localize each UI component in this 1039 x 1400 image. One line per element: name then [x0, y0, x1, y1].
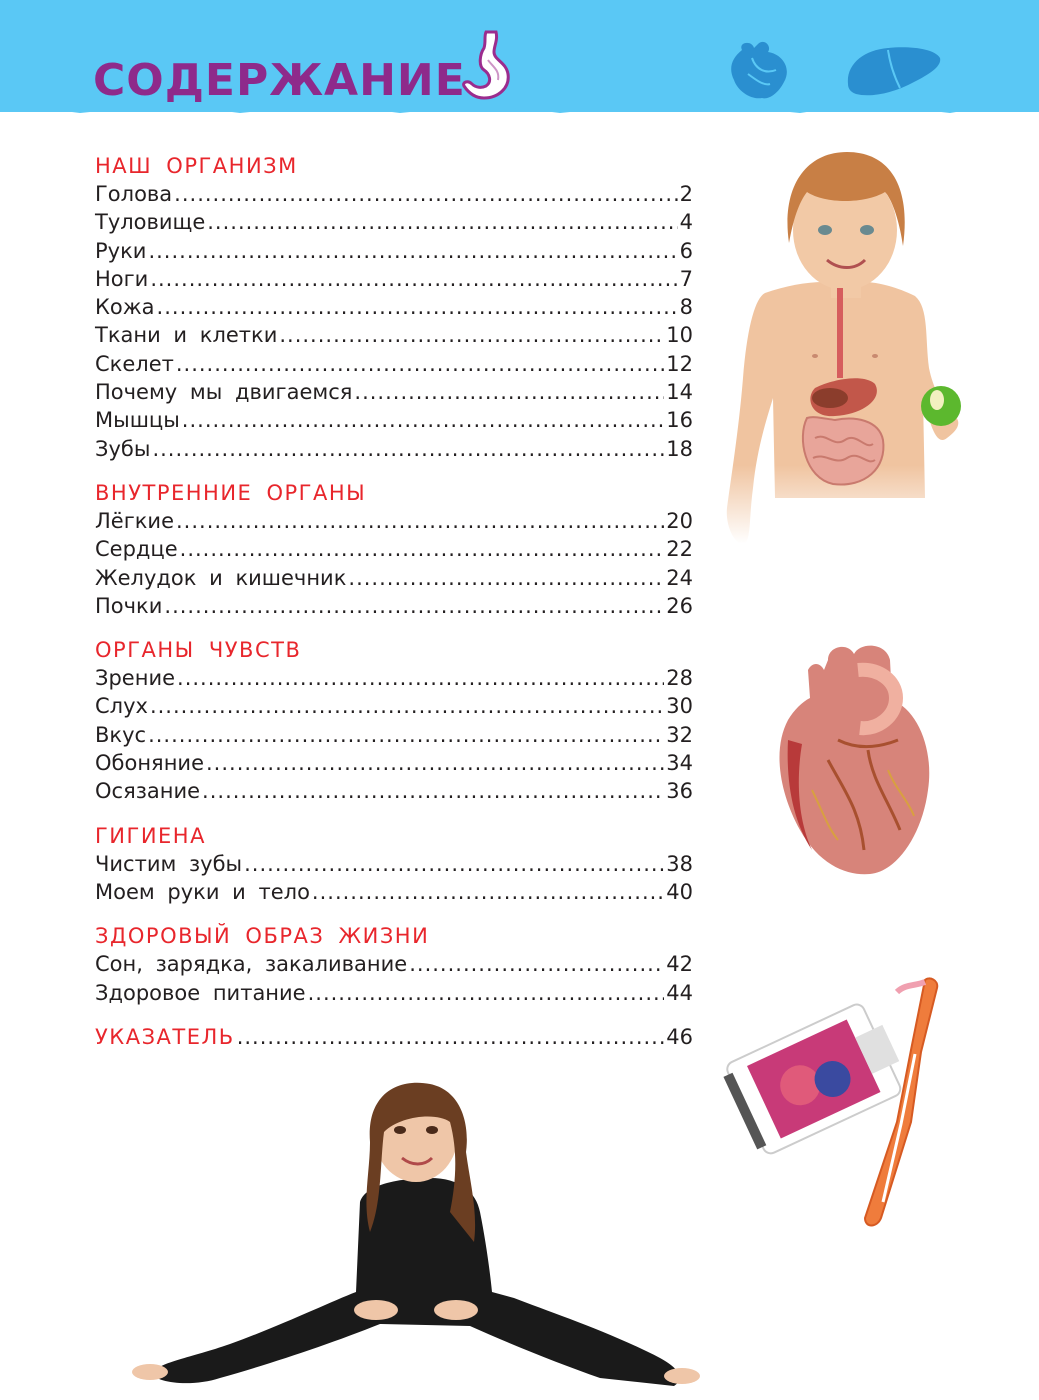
dot-leader [157, 293, 678, 321]
dot-leader [182, 406, 664, 434]
dot-leader [148, 237, 677, 265]
entry-page: 46 [666, 1024, 693, 1049]
entry-page: 16 [666, 408, 693, 433]
dot-leader [244, 850, 664, 878]
toc-entry[interactable] [95, 180, 693, 208]
entry-label: Желудок и кишечник [95, 565, 347, 590]
toc-entry[interactable] [95, 721, 693, 749]
toc-entry-index[interactable] [95, 1023, 693, 1051]
heart-icon [722, 40, 802, 102]
toc-entry[interactable] [95, 293, 693, 321]
toothpaste-toothbrush-illustration [715, 972, 945, 1238]
toc-entry[interactable] [95, 878, 693, 906]
entry-label: Сердце [95, 537, 178, 562]
toc-entry[interactable] [95, 777, 693, 805]
entry-label: Руки [95, 238, 147, 263]
entry-label: Слух [95, 694, 148, 719]
toc-entry[interactable] [95, 406, 693, 434]
toc-entry[interactable] [95, 507, 693, 535]
entry-page: 4 [679, 210, 693, 235]
toc-entry[interactable] [95, 321, 693, 349]
toc-entry[interactable] [95, 692, 693, 720]
toc-entry[interactable] [95, 535, 693, 563]
entry-page: 30 [666, 694, 693, 719]
entry-page: 20 [666, 508, 693, 533]
entry-label: Вкус [95, 722, 147, 747]
section-title: ГИГИЕНА [95, 823, 206, 848]
entry-page: 10 [666, 323, 693, 348]
toc-entry[interactable] [95, 664, 693, 692]
heart-illustration [768, 640, 938, 880]
entry-page: 22 [666, 537, 693, 562]
entry-page: 8 [679, 295, 693, 320]
dot-leader [150, 692, 664, 720]
entry-label: Моем руки и тело [95, 879, 310, 904]
toc-entry[interactable] [95, 749, 693, 777]
entry-page: 40 [666, 879, 693, 904]
entry-page: 28 [666, 666, 693, 691]
entry-label: Осязание [95, 779, 201, 804]
entry-label: Почему мы двигаемся [95, 380, 353, 405]
toc-entry[interactable] [95, 850, 693, 878]
entry-page: 7 [679, 266, 693, 291]
toc-entry[interactable] [95, 237, 693, 265]
page-title: СОДЕРЖАНИЕ [93, 55, 466, 106]
section-title: ОРГАНЫ ЧУВСТВ [95, 638, 302, 663]
entry-label: Лёгкие [95, 508, 174, 533]
toc-section [95, 479, 693, 620]
stomach-icon [458, 30, 524, 102]
dot-leader [279, 321, 664, 349]
table-of-contents [95, 152, 693, 1067]
dot-leader [176, 350, 664, 378]
toc-entry[interactable] [95, 208, 693, 236]
entry-page: 12 [666, 351, 693, 376]
dot-leader [206, 749, 664, 777]
toc-entry[interactable] [95, 435, 693, 463]
entry-label: Кожа [95, 295, 155, 320]
dot-leader [180, 535, 665, 563]
dot-leader [308, 979, 665, 1007]
entry-page: 18 [666, 436, 693, 461]
toc-entry[interactable] [95, 979, 693, 1007]
entry-label: Обоняние [95, 751, 204, 776]
dot-leader [148, 721, 664, 749]
child-anatomy-illustration [715, 148, 980, 550]
toc-section [95, 152, 693, 463]
toc-index-section [95, 1023, 693, 1051]
entry-page: 2 [679, 182, 693, 206]
toc-section [95, 922, 693, 1007]
dot-leader [152, 435, 664, 463]
liver-icon [842, 44, 944, 98]
dot-leader [174, 180, 677, 208]
entry-label: УКАЗАТЕЛЬ [95, 1024, 235, 1049]
entry-page: 14 [666, 380, 693, 405]
girl-stretching-photo [130, 1082, 702, 1394]
entry-label: Чистим зубы [95, 851, 243, 876]
section-title: ЗДОРОВЫЙ ОБРАЗ ЖИЗНИ [95, 924, 430, 949]
dot-leader [354, 378, 664, 406]
entry-page: 42 [666, 952, 693, 977]
toc-entry[interactable] [95, 592, 693, 620]
toc-entry[interactable] [95, 265, 693, 293]
section-title: ВНУТРЕННИЕ ОРГАНЫ [95, 480, 367, 505]
entry-label: Туловище [95, 210, 206, 235]
toc-entry[interactable] [95, 950, 693, 978]
toc-entry[interactable] [95, 350, 693, 378]
entry-page: 6 [679, 238, 693, 263]
entry-page: 36 [666, 779, 693, 804]
entry-label: Зрение [95, 666, 176, 691]
dot-leader [207, 208, 677, 236]
dot-leader [312, 878, 664, 906]
entry-page: 38 [666, 851, 693, 876]
entry-page: 26 [666, 593, 693, 618]
toc-section [95, 822, 693, 907]
entry-page: 24 [666, 565, 693, 590]
dot-leader [202, 777, 664, 805]
entry-label: Сон, зарядка, закаливание [95, 952, 408, 977]
dot-leader [176, 507, 664, 535]
entry-label: Почки [95, 593, 163, 618]
entry-label: Голова [95, 182, 173, 206]
dot-leader [164, 592, 664, 620]
entry-label: Скелет [95, 351, 174, 376]
entry-page: 44 [666, 980, 693, 1005]
section-title: НАШ ОРГАНИЗМ [95, 154, 298, 178]
entry-page: 32 [666, 722, 693, 747]
entry-label: Зубы [95, 436, 151, 461]
toc-section [95, 636, 693, 805]
entry-page: 34 [666, 751, 693, 776]
dot-leader [177, 664, 664, 692]
dot-leader [409, 950, 664, 978]
dot-leader [237, 1023, 665, 1051]
dot-leader [348, 564, 664, 592]
dot-leader [150, 265, 677, 293]
entry-label: Ткани и клетки [95, 323, 278, 348]
entry-label: Ноги [95, 266, 149, 291]
entry-label: Здоровое питание [95, 980, 306, 1005]
entry-label: Мышцы [95, 408, 180, 433]
toc-entry[interactable] [95, 564, 693, 592]
toc-entry[interactable] [95, 378, 693, 406]
